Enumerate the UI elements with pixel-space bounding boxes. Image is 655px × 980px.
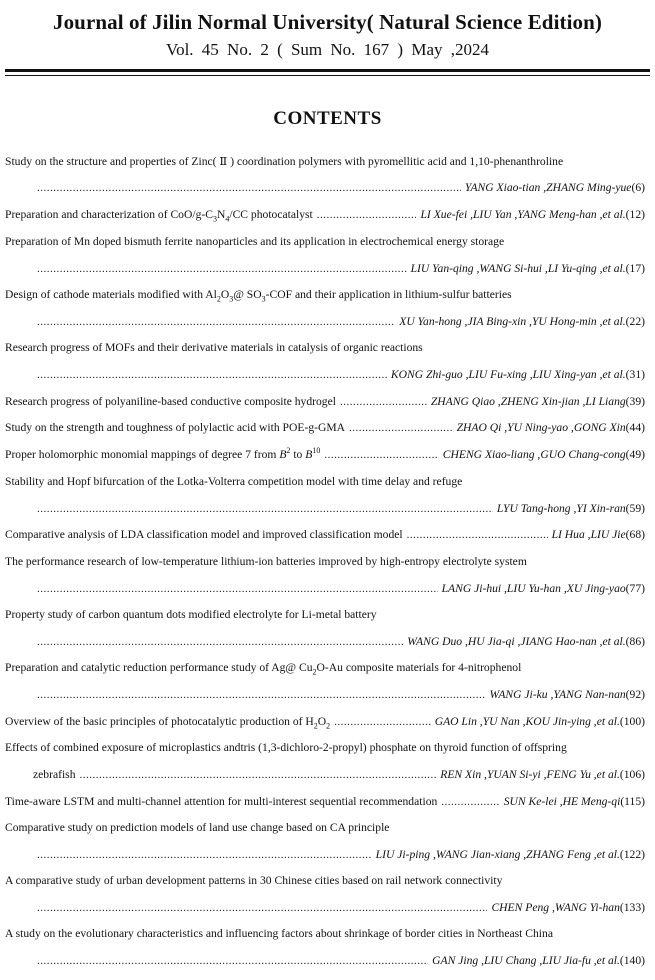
toc-entry-authors: ..... LIU Ji-ping ,WANG Jian-xiang ,ZHANG Feng ,et al. (122) (5, 845, 645, 865)
toc-entry-authors: ..... LYU Tang-hong ,YI Xin-ran (59) (5, 499, 645, 519)
toc-entry-authors: ..... XU Yan-hong ,JIA Bing-xin ,YU Hong-min ,et al. (22) (5, 312, 645, 332)
toc-entry: Time-aware LSTM and multi-channel attention for multi-interest sequential recommendation ..... SUN Ke-lei ,HE Meng-qi (115) (5, 792, 645, 812)
toc-entry-title: Stability and Hopf bifurcation of the Lotka-Volterra competition model with time delay and refuge (5, 475, 463, 488)
toc-entry: Comparative analysis of LDA classification model and improved classification model ..... LI Hua ,LIU Jie (68) (5, 525, 645, 545)
leader-dots (324, 445, 438, 465)
toc-entry-authors: ..... GAN Jing ,LIU Chang ,LIU Jia-fu ,et al. (140) (5, 951, 645, 971)
leader-dots (37, 845, 372, 865)
toc-entry-title: Property study of carbon quantum dots modified electrolyte for Li-metal battery (5, 608, 377, 621)
toc-entry-title: A study on the evolutionary characteristics and influencing factors about shrinkage of border cities in Northeast China (5, 927, 553, 940)
toc-entry-title: A comparative study of urban development patterns in 30 Chinese cities based on rail network connectivity (5, 874, 503, 887)
leader-dots (349, 418, 453, 438)
toc-entry-authors: ..... WANG Ji-ku ,YANG Nan-nan (92) (5, 685, 645, 705)
leader-dots (334, 712, 431, 732)
leader-dots (37, 951, 428, 971)
toc-entry-title: Design of cathode materials modified with $Al_2O_3@$ $SO_3$-COF and their application in lithium-sulfur batteries (5, 288, 512, 304)
leader-dots (37, 898, 487, 918)
contents-heading: CONTENTS (273, 108, 382, 129)
leader-dots (37, 312, 395, 332)
toc-entry-title: The performance research of low-temperature lithium-ion batteries improved by high-entropy electrolyte system (5, 555, 527, 568)
toc-entry-authors: ..... KONG Zhi-guo ,LIU Fu-xing ,LIU Xing-yan ,et al. (31) (5, 365, 645, 385)
toc-entry-title: Preparation of Mn doped bismuth ferrite nanoparticles and its application in electrochemical energy storage (5, 235, 505, 248)
toc-entry-authors: zebrafish ..... REN Xin ,YUAN Si-yi ,FENG Yu ,et al. (106) (5, 765, 645, 785)
toc-entry: Research progress of polyaniline-based conductive composite hydrogel ..... ZHANG Qiao ,ZHENG Xin-jian ,LI Liang (39) (5, 392, 645, 412)
toc-entry: Study on the strength and toughness of polylactic acid with POE-g-GMA ..... ZHAO Qi ,YU Ning-yao ,GONG Xin (44) (5, 418, 645, 438)
header-rule-thin (5, 75, 650, 76)
leader-dots (340, 392, 427, 412)
leader-dots (317, 205, 417, 225)
toc-entry-title: Study on the structure and properties of Zinc( Ⅱ ) coordination polymers with pyromellitic acid and 1,10-phenanthroline (5, 155, 564, 168)
toc-entry: Overview of the basic principles of photocatalytic production of $H_2O_2$ ..... GAO Lin ,YU Nan ,KOU Jin-ying ,et al. (100) (5, 712, 645, 732)
leader-dots (37, 499, 493, 519)
leader-dots (37, 685, 485, 705)
toc-entry-title: Preparation and characterization of CoO/$g-C_3N_4/CC$ photocatalyst (5, 208, 313, 224)
toc-entry-authors: ..... WANG Duo ,HU Jia-qi ,JIANG Hao-nan ,et al. (86) (5, 632, 645, 652)
toc-entry-authors: ..... CHEN Peng ,WANG Yi-han (133) (5, 898, 645, 918)
leader-dots (37, 178, 461, 198)
leader-dots (80, 765, 437, 785)
toc-entry: Preparation and characterization of CoO/$g-C_3N_4/CC$ photocatalyst ..... LI Xue-fei ,LIU Yan ,YANG Meng-han ,et al. (12) (5, 205, 645, 225)
toc-entry-authors: ..... LANG Ji-hui ,LIU Yu-han ,XU Jing-yao (77) (5, 579, 645, 599)
leader-dots (407, 525, 548, 545)
toc-entry: Proper holomorphic monomial mappings of degree 7 from $B^2$ to $B^{10}$ ..... CHENG Xiao-liang ,GUO Chang-cong (49) (5, 445, 645, 465)
leader-dots (37, 259, 407, 279)
journal-issue: Vol. 45 No. 2 ( Sum No. 167 ) May ,2024 (165, 40, 490, 59)
toc-entry-title: Preparation and catalytic reduction performance study of Ag@ $Cu_2O-Au$ composite materials for 4-nitrophenol (5, 661, 522, 677)
toc-entry-title: Comparative study on prediction models of land use change based on CA principle (5, 821, 390, 834)
leader-dots (37, 365, 387, 385)
header-rule-thick (5, 69, 650, 72)
journal-title: Journal of Jilin Normal University( Natural Science Edition) (52, 10, 603, 34)
toc-entry-title: Research progress of MOFs and their derivative materials in catalysis of organic reactions (5, 341, 423, 354)
leader-dots (37, 632, 403, 652)
toc-entry-authors: ..... YANG Xiao-tian ,ZHANG Ming-yue (6) (5, 178, 645, 198)
toc-entry-authors: ..... LIU Yan-qing ,WANG Si-hui ,LI Yu-qing ,et al. (17) (5, 259, 645, 279)
leader-dots (441, 792, 499, 812)
leader-dots (37, 579, 438, 599)
toc-entry-title: Effects of combined exposure of microplastics andtris (1,3-dichloro-2-propyl) phosphate on thyroid function of offspring (5, 741, 567, 754)
